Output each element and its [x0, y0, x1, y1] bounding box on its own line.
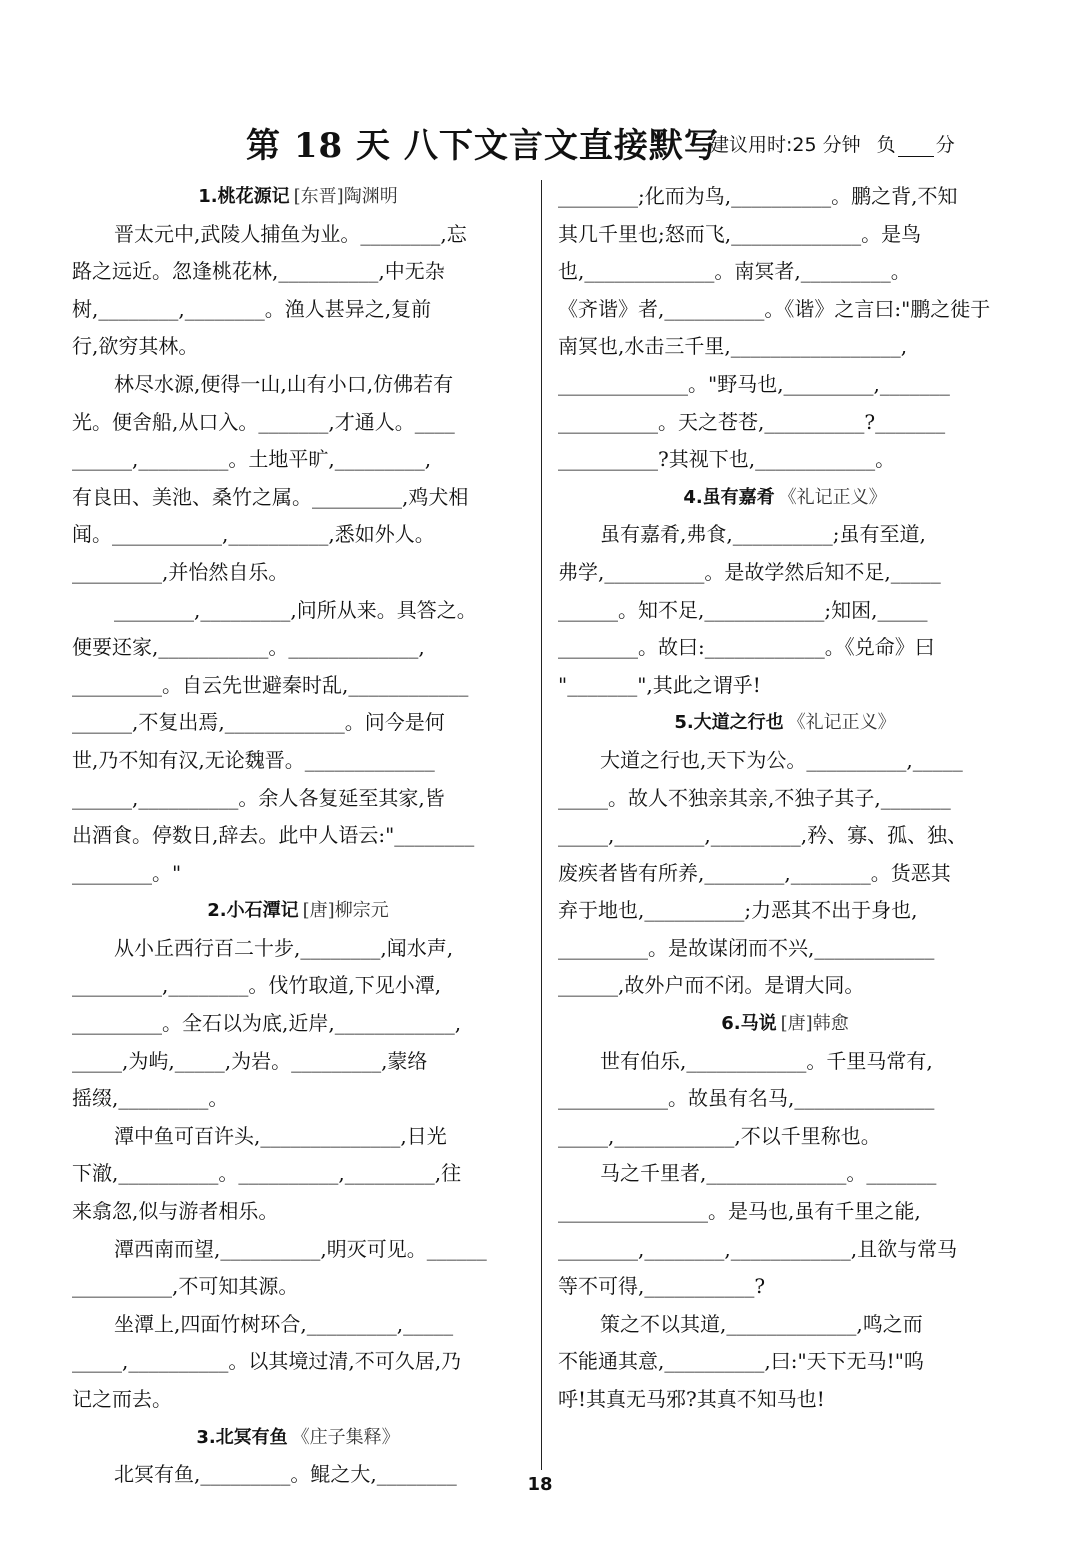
text-line: 不能通其意,__________,曰:"天下无马!"呜: [558, 1349, 924, 1374]
column-divider: [541, 180, 542, 1470]
text-line: _________,________。伐竹取道,下见小潭,: [72, 973, 442, 998]
text-line: _________。全石以为底,近岸,____________,: [72, 1011, 462, 1036]
text-line: _____。故人不独亲其亲,不独子其子,_______: [558, 785, 951, 810]
text-line: 呼!其真无马邪?其真不知马也!: [558, 1387, 825, 1411]
left-column: [72, 178, 524, 1494]
section-title: 3.北冥有鱼: [196, 1426, 288, 1448]
text-line: 从小丘西行百二十步,________,闻水声,: [114, 935, 454, 960]
text-line: 策之不以其道,_____________,鸣之而: [600, 1311, 923, 1336]
suggested-time: 建议用时:25 分钟: [710, 134, 861, 156]
text-line: __________。天之苍苍,__________?_______: [558, 409, 946, 434]
text-line: _____,_________,_________,矜、寡、孤、独、: [558, 823, 968, 848]
text-line: 晋太元中,武陵人捕鱼为业。________,忘: [114, 221, 467, 246]
text-line: ______,__________。余人各复延至其家,皆: [72, 785, 445, 810]
section-heading: [558, 1005, 1012, 1043]
text-line: 坐潭上,四面竹树环合,_________,_____: [114, 1311, 454, 1336]
text-line: 南冥也,水击三千里,_________________,: [558, 334, 908, 359]
text-line: ________。": [72, 860, 182, 885]
section-source: [东晋]陶渊明: [293, 186, 398, 207]
text-line: 世,乃不知有汉,无论魏晋。_____________: [72, 747, 435, 772]
text-line: _____,____________,不以千里称也。: [558, 1123, 881, 1148]
section-source: 《礼记正义》: [778, 486, 887, 508]
text-line: 林尽水源,便得一山,山有小口,仿佛若有: [114, 371, 454, 396]
text-line: ______,故外户而不闭。是谓大同。: [558, 973, 865, 998]
text-line: _____,__________。以其境过清,不可久居,乃: [72, 1349, 462, 1374]
text-line: 废疾者皆有所养,________,________。货恶其: [558, 860, 951, 885]
text-line: _________。是故谋闭而不兴,____________: [558, 935, 935, 960]
section-heading: [72, 892, 524, 930]
text-line: 有良田、美池、桑竹之属。_________,鸡犬相: [72, 484, 469, 509]
text-line: 下澈,__________。__________,_________,往: [72, 1161, 462, 1186]
text-line: ________。故曰:____________。《兑命》曰: [558, 635, 935, 660]
section-source: [唐]柳宗元: [302, 900, 389, 922]
text-line: 马之千里者,______________。_______: [600, 1161, 937, 1186]
page-number: 18: [527, 1474, 553, 1495]
text-line: 等不可得,___________?: [558, 1274, 766, 1299]
text-line: 大道之行也,天下为公。__________,_____: [600, 747, 963, 772]
text-line: 摇缀,_________。: [72, 1086, 229, 1111]
section-title: 2.小石潭记: [207, 900, 299, 922]
section-title: 6.马说: [721, 1013, 777, 1035]
text-line: _________,并怡然自乐。: [72, 559, 289, 584]
text-line: "_______",其此之谓乎!: [558, 672, 761, 697]
text-line: 潭西南而望,__________,明灭可见。______: [114, 1236, 487, 1261]
section-source: 《庄子集释》: [291, 1426, 400, 1448]
section-heading: [558, 704, 1012, 742]
text-line: 树,________,________。渔人甚异之,复前: [72, 296, 432, 321]
text-line: 光。便舍船,从口入。_______,才通人。____: [72, 409, 455, 434]
page-title: 第 18 天 八下文言文直接默写: [246, 126, 719, 166]
text-line: _____________。"野马也,_________,_______: [558, 371, 950, 396]
text-line: 便要还家,___________。_____________,: [72, 635, 425, 660]
text-line: ________;化而为鸟,__________。鹏之背,不知: [558, 184, 958, 208]
text-line: 路之远近。忽逢桃花林,__________,中无杂: [72, 259, 445, 284]
text-line: _____,为屿,_____,为岩。_________,蒙络: [72, 1048, 428, 1073]
text-line: 也,_____________。南冥者,_________。: [558, 259, 911, 284]
text-line: ___________。故虽有名马,______________: [558, 1086, 935, 1111]
text-line: ______,不复出焉,____________。问今是何: [72, 710, 445, 735]
text-line: 潭中鱼可百许头,______________,日光: [114, 1123, 447, 1148]
text-line: ________,_________,问所从来。具答之。: [114, 597, 477, 622]
text-line: _________。自云先世避秦时乱,____________: [72, 672, 469, 697]
section-title: 5.大道之行也: [674, 712, 784, 734]
score-blank[interactable]: [898, 138, 934, 157]
section-title: 4.虽有嘉肴: [683, 486, 775, 508]
section-heading: [72, 178, 524, 216]
section-heading: [72, 1419, 524, 1457]
text-line: 出酒食。停数日,辞去。此中人语云:"________: [72, 823, 475, 848]
score-prefix: 负: [876, 134, 896, 156]
page-header: [0, 118, 1080, 166]
text-line: 弗学,__________。是故学然后知不足,_____: [558, 559, 941, 584]
text-line: __________,不可知其源。: [72, 1274, 299, 1299]
text-line: 来翕忽,似与游者相乐。: [72, 1199, 279, 1224]
right-column: [558, 178, 1012, 1419]
text-line: 行,欲穷其林。: [72, 334, 199, 359]
text-line: ______。知不足,____________;知困,_____: [558, 597, 928, 622]
text-line: 北冥有鱼,_________。鲲之大,________: [114, 1462, 457, 1487]
score-suffix: 分: [935, 134, 955, 156]
text-line: _______________。是马也,虽有千里之能,: [558, 1199, 921, 1224]
text-line: 闻。___________,__________,悉如外人。: [72, 522, 435, 547]
text-line: ______,_________。土地平旷,_________,: [72, 447, 432, 472]
text-line: 世有伯乐,____________。千里马常有,: [600, 1048, 933, 1073]
text-line: 记之而去。: [72, 1387, 172, 1411]
text-line: ________,________,____________,且欲与常马: [558, 1236, 958, 1261]
time-and-score: [710, 130, 955, 157]
section-source: [唐]韩愈: [780, 1013, 849, 1035]
section-source: 《礼记正义》: [787, 712, 896, 734]
section-title: 1.桃花源记: [198, 186, 290, 207]
text-line: 其几千里也;怒而飞,_____________。是鸟: [558, 221, 922, 246]
text-line: 弃于地也,__________;力恶其不出于身也,: [558, 898, 918, 923]
text-line: 虽有嘉肴,弗食,__________;虽有至道,: [600, 522, 926, 547]
text-line: __________?其视下也,____________。: [558, 447, 896, 472]
section-heading: [558, 479, 1012, 517]
text-line: 《齐谐》者,__________。《谐》之言曰:"鹏之徙于: [558, 296, 991, 321]
